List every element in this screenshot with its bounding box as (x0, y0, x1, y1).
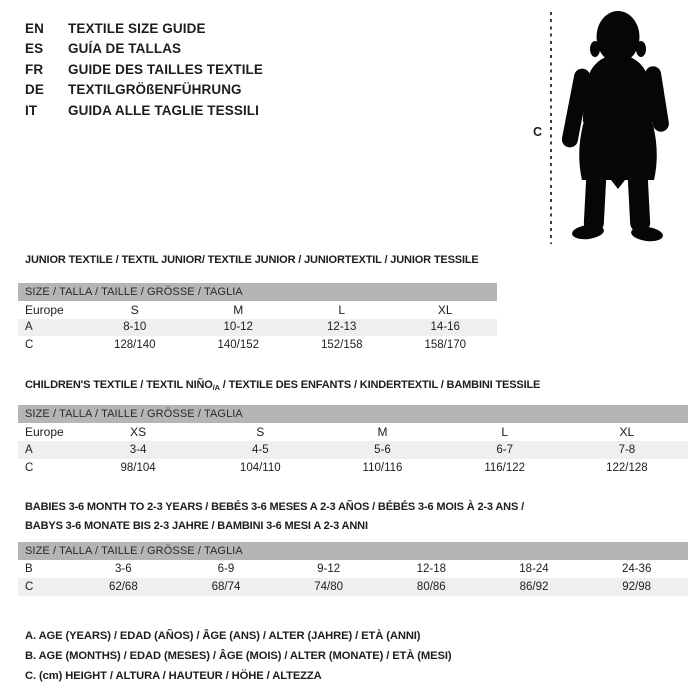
table-cell: 104/110 (239, 462, 281, 474)
table-cell: 12-18 (416, 563, 447, 575)
table-cell: 128/140 (113, 338, 156, 351)
language-label: TEXTILE SIZE GUIDE (68, 20, 206, 36)
language-row-it (25, 100, 263, 121)
footnote-c: C. (cm) HEIGHT / ALTURA / HAUTEUR / HÖHE / ALTEZZA (25, 670, 322, 682)
table-cell: 9-12 (317, 563, 341, 575)
title-text: / TEXTILE DES ENFANTS / KINDERTEXTIL / BAMBINI TESSILE (219, 379, 541, 391)
size-band-header: SIZE / TALLA / TAILLE / GRÖSSE / TAGLIA (18, 405, 688, 423)
size-band-header: SIZE / TALLA / TAILLE / GRÖSSE / TAGLIA (18, 542, 688, 560)
table-cell: 158/170 (424, 338, 467, 351)
language-code: FR (25, 61, 44, 77)
table-cell: 92/98 (622, 581, 652, 593)
table-row-months (18, 560, 688, 578)
language-code: ES (25, 41, 44, 57)
table-row-age (18, 441, 688, 459)
row-label: B (25, 563, 33, 575)
children-section-title (25, 376, 540, 398)
header-cell: M (377, 425, 388, 439)
language-row-fr (25, 59, 263, 80)
table-cell: 24-36 (621, 563, 652, 575)
table-cell: 18-24 (519, 563, 549, 575)
table-cell: 10-12 (223, 321, 253, 334)
header-cell: Europe (25, 425, 64, 439)
title-subscript: /A (212, 383, 220, 392)
header-cell: L (501, 425, 509, 439)
babies-section-title (25, 498, 524, 535)
table-cell: 6-9 (217, 563, 235, 575)
language-label: TEXTILGRÖßENFÜHRUNG (68, 82, 242, 98)
language-code: DE (25, 82, 44, 98)
table-cell: 3-4 (129, 444, 147, 456)
table-cell: 8-10 (123, 321, 147, 334)
babies-size-table (18, 542, 688, 596)
junior-size-table (18, 283, 497, 354)
title-line-2: BABYS 3-6 MONATE BIS 2-3 JAHRE / BAMBINI 3-6 MESI A 2-3 ANNI (25, 519, 368, 532)
language-list (25, 18, 263, 121)
language-row-de (25, 80, 263, 101)
table-cell: 80/86 (416, 581, 446, 593)
height-measure-label: C (533, 125, 543, 139)
language-label: GUÍA DE TALLAS (68, 41, 182, 57)
language-code: EN (25, 20, 44, 36)
row-label: A (25, 321, 33, 334)
header-cell: Europe (25, 302, 64, 317)
table-cell: 7-8 (618, 444, 636, 456)
header-cell: XS (130, 425, 147, 439)
table-cell: 5-6 (374, 444, 391, 456)
table-row-age (18, 319, 497, 337)
table-cell: 86/92 (519, 581, 549, 593)
table-header-row (18, 301, 497, 319)
toddler-silhouette-icon (556, 8, 682, 248)
row-label: C (25, 581, 34, 593)
table-cell: 4-5 (251, 444, 269, 456)
header-cell: S (130, 302, 139, 317)
header-cell: M (233, 302, 244, 317)
table-cell: 140/152 (217, 338, 260, 351)
table-cell: 62/68 (108, 581, 138, 593)
table-cell: 3-6 (115, 563, 132, 575)
header-cell: S (256, 425, 265, 439)
table-row-height (18, 578, 688, 596)
table-cell: 122/128 (606, 462, 648, 474)
footnote-a: A. AGE (YEARS) / EDAD (AÑOS) / ÂGE (ANS) / ALTER (JAHRE) / ETÀ (ANNI) (25, 630, 421, 642)
table-cell: 98/104 (120, 462, 156, 474)
language-label: GUIDA ALLE TAGLIE TESSILI (68, 102, 259, 118)
table-cell: 110/116 (362, 462, 403, 474)
header-cell: XL (619, 425, 635, 439)
title-text: CHILDREN'S TEXTILE / TEXTIL NIÑO (25, 379, 213, 391)
table-cell: 116/122 (484, 462, 526, 474)
title-line-1: BABIES 3-6 MONTH TO 2-3 YEARS / BEBÉS 3-6 MESES A 2-3 AÑOS / BÉBÉS 3-6 MOIS À 2-3 ANS / (25, 501, 524, 513)
table-cell: 14-16 (430, 321, 460, 334)
table-cell: 6-7 (496, 444, 513, 456)
size-band-header: SIZE / TALLA / TAILLE / GRÖSSE / TAGLIA (18, 283, 497, 301)
row-label: C (25, 462, 34, 474)
table-cell: 152/158 (320, 338, 363, 351)
language-row-es (25, 39, 263, 60)
table-cell: 68/74 (211, 581, 241, 593)
row-label: C (25, 338, 34, 351)
table-cell: 12-13 (327, 321, 357, 334)
table-row-height (18, 459, 688, 477)
row-label: A (25, 444, 33, 456)
table-row-height (18, 336, 497, 354)
table-header-row (18, 423, 688, 441)
table-cell: 74/80 (314, 581, 344, 593)
junior-section-title: JUNIOR TEXTILE / TEXTIL JUNIOR/ TEXTILE JUNIOR / JUNIORTEXTIL / JUNIOR TESSILE (25, 254, 479, 266)
language-code: IT (25, 102, 38, 118)
footnotes (25, 626, 452, 686)
header-cell: XL (437, 302, 453, 317)
header-cell: L (338, 302, 346, 317)
children-size-table (18, 405, 688, 477)
height-measure-dotted-line (550, 12, 552, 244)
language-label: GUIDE DES TAILLES TEXTILE (68, 61, 264, 77)
footnote-b: B. AGE (MONTHS) / EDAD (MESES) / ÂGE (MOIS) / ALTER (MONATE) / ETÀ (MESI) (25, 650, 452, 662)
language-row-en (25, 18, 263, 39)
